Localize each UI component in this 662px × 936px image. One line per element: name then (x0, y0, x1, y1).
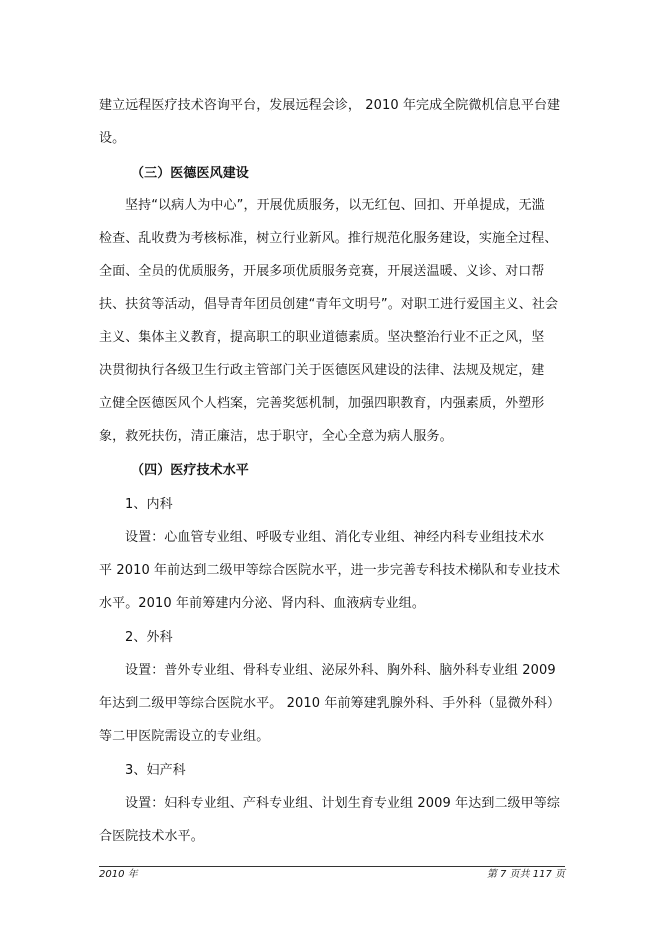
paragraph-line: 检查、乱收费为考核标准，树立行业新风。推行规范化服务建设，实施全过程、 (99, 231, 558, 246)
paragraph-line: 决贯彻执行各级卫生行政主管部门关于医德医风建设的法律、法规及规定，建 (99, 363, 545, 378)
paragraph-line: 立健全医德医风个人档案，完善奖惩机制，加强四职教育，内强素质，外塑形 (99, 396, 545, 411)
paragraph-line: 坚持“以病人为中心”，开展优质服务，以无红包、回扣、开单提成，无滥 (125, 198, 545, 213)
paragraph-line: 设置：妇科专业组、产科专业组、计划生育专业组 2009 年达到二级甲等综 (125, 796, 560, 811)
paragraph-line: 水平。2010 年前筹建内分泌、肾内科、血液病专业组。 (99, 596, 425, 611)
paragraph-line: 象，救死扶伤，清正廉洁，忠于职守，全心全意为病人服务。 (99, 429, 453, 444)
footer-year: 2010 年 (99, 869, 138, 880)
paragraph-line: 平 2010 年前达到二级甲等综合医院水平，进一步完善专科技术梯队和专业技术 (99, 563, 561, 578)
footer-divider (99, 866, 565, 867)
paragraph-line: 年达到二级甲等综合医院水平。 2010 年前筹建乳腺外科、手外科（显微外科） (99, 696, 561, 711)
paragraph-line: 合医院技术水平。 (99, 829, 204, 844)
subsection-heading-obstetrics-gynecology: 3、妇产科 (125, 763, 186, 778)
section-heading-medical-ethics: （三）医德医风建设 (131, 166, 249, 181)
paragraph-line: 扶、扶贫等活动，倡导青年团员创建“青年文明号”。对职工进行爱国主义、社会 (99, 297, 559, 312)
paragraph-line: 设置：心血管专业组、呼吸专业组、消化专业组、神经内科专业组技术水 (125, 530, 545, 545)
footer-page-number: 第 7 页共 117 页 (486, 869, 565, 880)
subsection-heading-internal-medicine: 1、内科 (125, 497, 173, 512)
paragraph-line: 设。 (99, 131, 126, 146)
subsection-heading-surgery: 2、外科 (125, 630, 173, 645)
paragraph-line: 等二甲医院需设立的专业组。 (99, 729, 270, 744)
paragraph-line: 建立远程医疗技术咨询平台，发展远程会诊， 2010 年完成全院微机信息平台建 (99, 98, 561, 113)
section-heading-medical-technology: （四）医疗技术水平 (131, 463, 249, 478)
paragraph-line: 主义、集体主义教育，提高职工的职业道德素质。坚决整治行业不正之风，坚 (99, 330, 545, 345)
paragraph-line: 全面、全员的优质服务，开展多项优质服务竞赛，开展送温暖、义诊、对口帮 (99, 264, 545, 279)
paragraph-line: 设置：普外专业组、骨科专业组、泌尿外科、胸外科、脑外科专业组 2009 (125, 663, 556, 678)
